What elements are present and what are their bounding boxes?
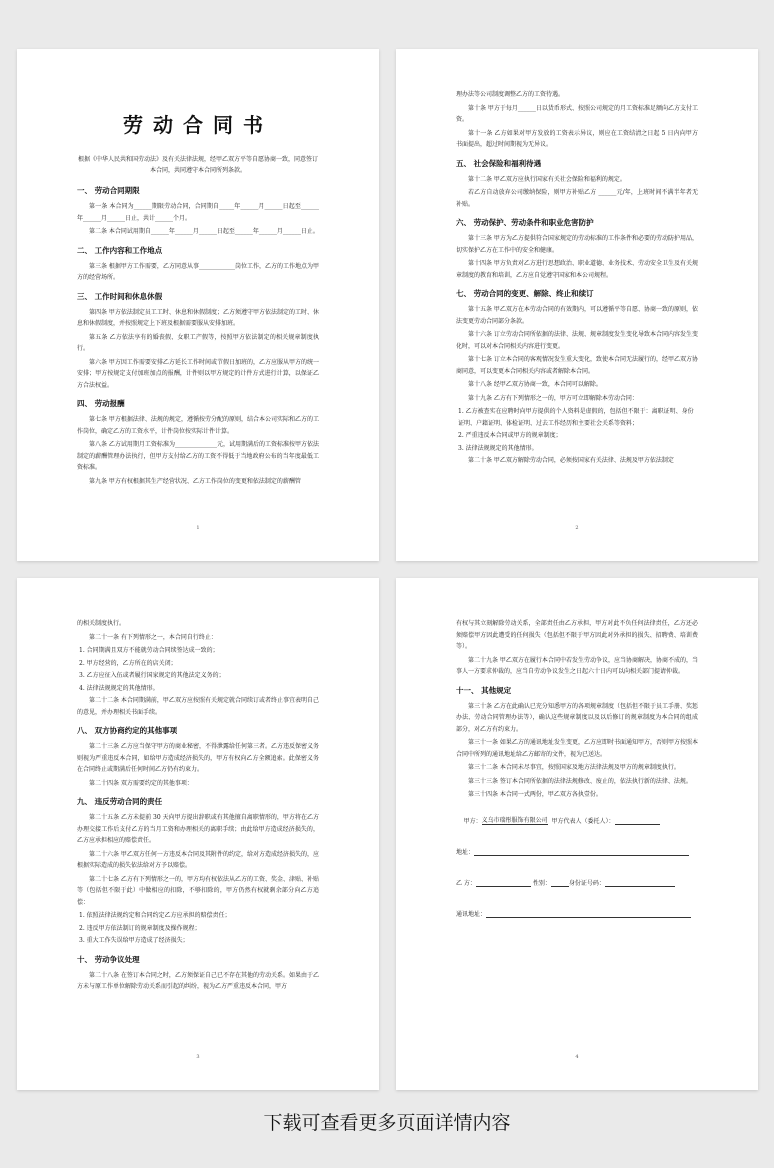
page-number: 4 xyxy=(575,1054,579,1060)
clause: 第十七条 订立本合同的客观情况发生重大变化，致使本合同无法履行的，经甲乙双方协商同意，可以变更本合同相关内容或者解除本合同。 xyxy=(456,356,698,375)
clause: 第五条 乙方依法享有的婚丧假、女职工产假等，按照甲方依法制定的相关规章制度执行。 xyxy=(77,333,319,352)
party-b-name-blank xyxy=(476,886,531,887)
page-number: 2 xyxy=(575,525,579,531)
party-a-label: 甲方： xyxy=(463,817,482,825)
clause: 第十四条 甲方负责对乙方进行思想政治、职业道德、业务技术、劳动安全卫生及有关规章制度的教育和培训，乙方应自觉遵守国家和本公司规程。 xyxy=(456,260,698,279)
clause: 第二十七条 乙方有下列情形之一的，甲方均有权依法从乙方的工资、奖金、津贴、补贴等（包括但不限于此）中做相应的扣除，不够扣除的，甲方仍然有权就剩余部分向乙方追偿： xyxy=(77,875,319,906)
clause: 第三十一条 如果乙方的通讯地址发生变更，乙方应即时书面通知甲方，否则甲方按照本合同中所列的通讯地址给乙方邮寄的文件，视为已送达。 xyxy=(456,739,698,758)
party-a-rep-blank xyxy=(615,824,660,825)
section-heading: 一、 劳动合同期限 xyxy=(77,186,140,195)
clause: 第二十二条 本合同期满前，甲乙双方应按照有关规定就合同续订或者终止事宜表明自己的意见，并办理相关书面手续。 xyxy=(77,697,319,716)
clause-continued: 的相关制度执行。 xyxy=(77,620,126,627)
list-item: 2. 违反甲方依法制订的规章制度及操作规程； xyxy=(79,924,201,932)
section-heading: 二、 工作内容和工作地点 xyxy=(77,245,163,255)
address-label: 地址： xyxy=(456,848,475,856)
list-item: 3. 重大工作失误给甲方造成了经济损失； xyxy=(79,937,189,944)
mailing-address-blank xyxy=(486,917,691,918)
clause: 第二十三条 乙方应当保守甲方的商业秘密，不得泄露给任何第三者。乙方违反保密义务则视为严重违反本合同，如给甲方造成经济损失的，甲方有权向乙方全额追索。此保密义务在合同终止或期满后任何时间乙方仍有约束力。 xyxy=(77,743,319,773)
party-b-signature-row xyxy=(456,878,698,887)
clause: 第二十九条 甲乙双方在履行本合同中若发生劳动争议，应当协商解决，协商不成的，当事人一方要求仲裁的，应当自劳动争议发生之日起六十日内可以向相关部门提请仲裁。 xyxy=(456,656,698,675)
page-number: 1 xyxy=(196,525,200,531)
clause-continued: 有权与其立刻解除劳动关系，全部责任由乙方承担，甲方对此不负任何法律责任，乙方还必须赔偿甲方因此遭受的任何损失（包括但不限于甲方因此对外承担的损失、招聘费、培训费等）。 xyxy=(456,620,698,650)
document-page-1 xyxy=(17,49,379,561)
clause: 第二十一条 有下列情形之一，本合同自行终止： xyxy=(89,633,217,641)
contract-intro: 根据《中华人民共和国劳动法》及有关法律法规，经甲乙双方平等自愿协商一致，同意签订本合同，共同遵守本合同所列条款。 xyxy=(77,156,318,174)
section-heading: 九、 违反劳动合同的责任 xyxy=(77,797,163,806)
section-heading: 四、 劳动报酬 xyxy=(77,399,125,408)
clause: 第十一条 乙方如果对甲方发放的工资表示异议，则应在工资结清之日起 5 日内向甲方书面提出，超过时间期视为无异议。 xyxy=(456,129,698,148)
clause: 第四条 甲方依法制定员工工时、休息和休假制度；乙方须遵守甲方依法制定的工时、休息和休假制度，并按照规定上下班及根据需要服从安排加班。 xyxy=(77,308,319,327)
gender-label: 性别： xyxy=(532,879,551,887)
document-page-3 xyxy=(17,578,379,1090)
clause: 第三十四条 本合同一式两份，甲乙双方各执壹份。 xyxy=(468,791,602,798)
clause: 第二十条 甲乙双方解除劳动合同，必须按国家有关法律、法规及甲方依法制定 xyxy=(468,457,674,464)
page-number: 3 xyxy=(196,1054,200,1060)
clause: 第十二条 甲乙双方应执行国家有关社会保险和福利的规定。 xyxy=(468,175,626,183)
id-number-blank xyxy=(605,886,675,887)
party-b-label: 乙 方： xyxy=(456,879,476,887)
clause: 第九条 甲方有权根据其生产经营状况、乙方工作岗位的变更和依法制定的薪酬管 xyxy=(89,477,301,485)
section-heading: 十、 劳动争议处理 xyxy=(77,954,140,964)
list-item: 2. 甲方经营的，乙方所在的店关闭； xyxy=(79,659,177,667)
clause: 若乙方自动放弃公司缴纳保险，则甲方补贴乙方 ______元/年，上班时间不满半年者无补贴。 xyxy=(456,189,698,208)
clause: 第三十条 乙方在此确认已充分知悉甲方的各项规章制度（包括但不限于员工手册、奖惩办法、劳动合同管理办法等），确认这些规章制度以及以后修订的规章制度为本合同的组成部分，对乙方有约束力。 xyxy=(456,702,698,733)
section-heading: 七、 劳动合同的变更、解除、终止和续订 xyxy=(456,289,594,298)
document-page-4 xyxy=(396,578,758,1090)
clause: 第十五条 甲乙双方在本劳动合同的有效期内，可以遵循平等自愿、协商一致的原则，依法变更劳动合同部分条款。 xyxy=(456,306,698,325)
clause: 第三条 根据甲方工作需要，乙方同意从事____________岗位工作，乙方的工作地点为甲方的经营场所。 xyxy=(77,262,319,281)
clause: 第六条 甲方因工作需要安排乙方延长工作时间或节假日加班的，乙方应服从甲方的统一安排；甲方按规定支付加班加点的报酬，计件则以甲方规定的计件方式进行计算，以保证乙方合法权益。 xyxy=(77,358,319,389)
party-a-company: 义乌市瑞彤服饰有限公司 xyxy=(481,816,548,824)
clause: 第十八条 经甲乙双方协商一致，本合同可以解除。 xyxy=(468,381,602,388)
clause-continued: 理办法等公司制度调整乙方的工资待遇。 xyxy=(456,91,565,98)
section-heading: 三、 工作时间和休息休假 xyxy=(77,291,163,301)
mailing-address-row xyxy=(456,909,698,918)
section-heading: 五、 社会保险和福利待遇 xyxy=(456,158,542,168)
address-blank xyxy=(474,855,689,856)
gender-blank xyxy=(551,886,569,887)
list-item: 1. 合同期满且双方不能就劳动合同续签达成一致的； xyxy=(79,647,219,654)
clause: 第二十五条 乙方未提前 30 天向甲方提出辞职或有其他擅自离职情形的，甲方将在乙方办理交接工作后支付乙方的当月工资和办理相关的离职手续；由此给甲方造成经济损失的，乙方应承担相应的赔偿责任。 xyxy=(77,814,319,844)
clause: 第二十六条 甲乙双方任何一方违反本合同及其附件的约定，给对方造成经济损失的，应根据实际造成的损失依法给对方予以赔偿。 xyxy=(77,850,319,869)
download-more-caption: 下载可查看更多页面详情内容 xyxy=(263,1112,511,1134)
party-a-signature-row xyxy=(456,815,698,825)
section-heading: 六、 劳动保护、劳动条件和职业危害防护 xyxy=(456,218,594,227)
mailing-address-label: 通讯地址： xyxy=(456,910,487,918)
section-heading: 八、 双方协商约定的其他事项 xyxy=(77,726,178,735)
clause: 第二十八条 在签订本合同之时，乙方须保证自己已不存在其他的劳动关系。如果由于乙方未与原工作单位解除劳动关系而引起的纠纷，视为乙方严重违反本合同，甲方 xyxy=(77,971,319,990)
clause: 第十三条 甲方为乙方提供符合国家规定的劳动标准的工作条件和必要的劳动防护用品，切实保护乙方在工作中的安全和健康。 xyxy=(456,235,698,254)
list-item: 4. 法律法规规定的其他情形。 xyxy=(79,684,159,692)
clause: 第二十四条 双方需要约定的其他事项： xyxy=(89,779,193,787)
party-a-rep-label: 甲方代表人（委托人）： xyxy=(551,817,615,825)
list-item: 3. 乙方应征入伍或者履行国家规定的其他法定义务的； xyxy=(79,672,225,679)
section-heading: 十一、 其他规定 xyxy=(456,685,512,695)
clause: 第十六条 订立劳动合同所依据的法律、法规、规章制度发生变化导致本合同内容发生变化时，可以对本合同相关内容进行变更。 xyxy=(456,331,698,350)
party-a-address-row xyxy=(456,847,698,856)
list-item: 3. 法律法规规定的其他情形。 xyxy=(458,444,538,452)
clause: 第一条 本合同为______期限劳动合同，合同期自_____年______月______日起至______年______月______日止，共计______个月。 xyxy=(77,203,319,222)
list-item: 1. 依照法律法规约定和合同约定乙方应承担的赔偿责任； xyxy=(79,912,231,919)
id-number-label: 身份证号码： xyxy=(568,879,605,887)
contract-title: 劳动合同书 xyxy=(123,113,273,137)
clause: 第三十三条 签订本合同所依据的法律法规修改、废止的，依法执行新的法律、法规。 xyxy=(468,777,692,785)
clause: 第十条 甲方于每月______日以货币形式、按照公司规定的月工资标准足额向乙方支付工资。 xyxy=(456,104,698,123)
clause: 第七条 甲方根据法律、法规的规定，遵循按劳分配的原则，结合本公司实际和乙方的工作岗位，确定乙方的工资水平，计件岗位按实际计件计算。 xyxy=(77,416,319,435)
list-item: 2. 严重违反本合同或甲方的规章制度； xyxy=(458,432,562,439)
clause: 第二条 本合同试用期自______年______月______日起至______年______月______日止。 xyxy=(89,228,319,235)
clause: 第十九条 乙方有下列情形之一的，甲方可立即解除本劳动合同： xyxy=(468,394,638,402)
document-page-2 xyxy=(396,49,758,561)
clause: 第三十二条 本合同未尽事宜，按照国家及地方法律法规及甲方的规章制度执行。 xyxy=(468,764,680,771)
clause: 第八条 乙方试用期月工资标准为______________元，试用期满后的工资标准按甲方依法制定的薪酬管理办法执行，但甲方支付给乙方的工资不得低于当地政府公布的当年度最低工资标准。 xyxy=(77,441,319,471)
list-item: 1. 乙方被查实在应聘时向甲方提供的个人资料是虚假的，包括但不限于：离职证明、身份证明、户籍证明、体检证明、过去工作经历和主要社会关系等资料； xyxy=(458,408,694,427)
